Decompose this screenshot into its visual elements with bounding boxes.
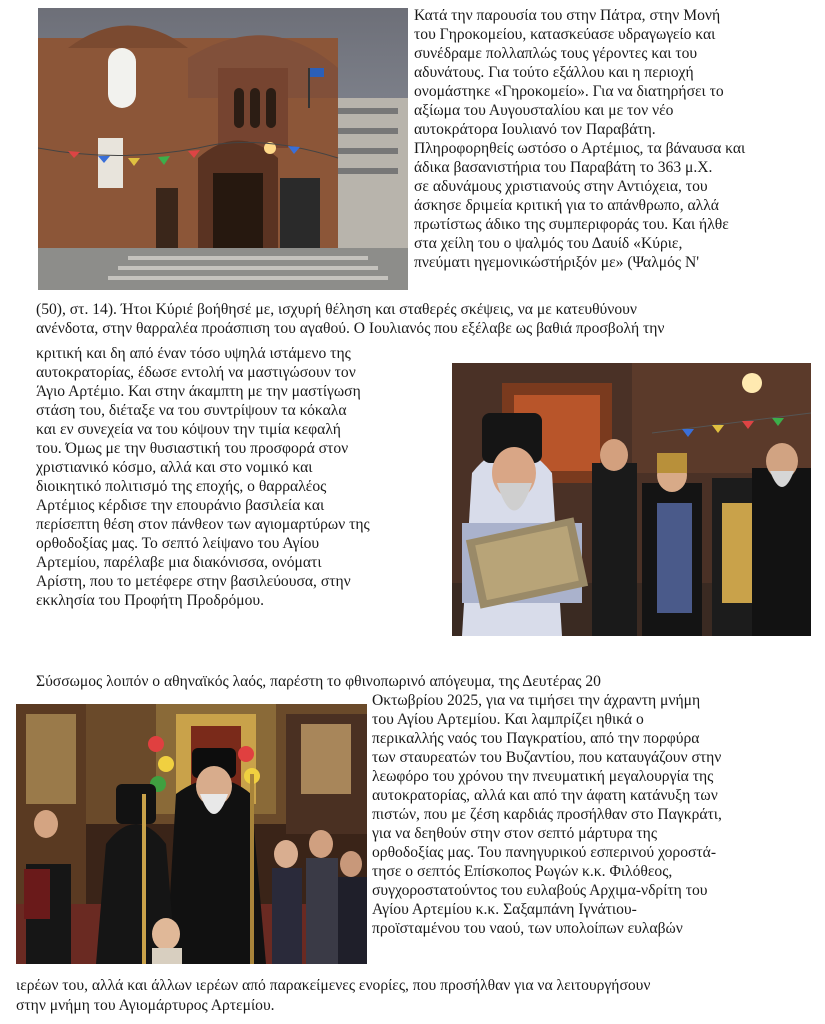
text-line: στα χείλη του ο ψαλμός του Δαυίδ «Κύριε, bbox=[414, 235, 683, 252]
text-line: κριτική και δη από έναν τόσο υψηλά ιστάμενο της bbox=[36, 345, 351, 362]
text-line: προϊσταμένου του ναού, των υπολοίπων ευλαβών bbox=[372, 920, 683, 937]
text-line: Πληροφορηθείς ωστόσο ο Αρτέμιος, τα βάναυσα και bbox=[414, 140, 746, 157]
text-line: Αρίστη, που το μετέφερε στην βασιλεύουσα, στην bbox=[36, 573, 351, 590]
text-line: σε αδυνάμους χριστιανούς στην Αντιόχεια, του bbox=[414, 178, 708, 195]
text-line: Σύσσωμος λοιπόν ο αθηναϊκός λαός, παρέστη το φθινοπωρινό απόγευμα, της Δευτέρας 20 bbox=[36, 673, 601, 690]
photo-church-exterior bbox=[38, 8, 408, 290]
text-line: για να δεηθούν στην στον σεπτό μάρτυρα της bbox=[372, 825, 657, 842]
text-line: περικαλλής ναός του Παγκρατίου, από την πορφύρα bbox=[372, 730, 700, 747]
text-line: των σταυρεατών του Βυζαντίου, που καταυγάζουν στην bbox=[372, 749, 722, 766]
text-line: πνεύματι ηγεμονικώστήριξόν με» (Ψαλμός Ν' bbox=[414, 254, 700, 271]
text-line: αξίωμα του Αυγουσταλίου και με τον νέο bbox=[414, 102, 674, 119]
text-line: άδικα βασανιστήρια του Παραβάτη το 363 μ.Χ. bbox=[414, 159, 713, 176]
text-line: Αγίου Αρτεμίου κ.κ. Σαξαμπάνη Ιγνάτιου- bbox=[372, 901, 637, 918]
text-line: πιστών, που με ζέση καρδιάς προσήλθαν στο Παγκράτι, bbox=[372, 806, 722, 823]
text-line: εκκλησία του Προφήτη Προδρόμου. bbox=[36, 592, 265, 609]
text-line: του Αγίου Αρτεμίου. Και λαμπρίζει ηθικά ο bbox=[372, 711, 644, 728]
text-line: του. Όμως με την θυσιαστική του προσφορά στον bbox=[36, 440, 349, 457]
text-line: αυτοκράτορα Ιουλιανό τον Παραβάτη. bbox=[414, 121, 656, 138]
photo-clergy-procession bbox=[452, 363, 811, 636]
text-line: (50), στ. 14). Ήτοι Κύριέ βοήθησέ με, ισχυρή θέληση και σταθερές σκέψεις, να με κατευθύνουν bbox=[36, 301, 637, 318]
text-line: αυτοκρατορίας, αλλά και από την άφατη κατάνυξη των bbox=[372, 787, 718, 804]
photo-bishop-vespers bbox=[16, 704, 367, 964]
text-line: Αρτεμίου, παρέλαβε μια διακόνισσα, ονόματι bbox=[36, 554, 322, 571]
text-line: αυτοκρατορίας, έδωσε εντολή να μαστιγώσουν τον bbox=[36, 364, 356, 381]
text-line: λεωφόρο του χρόνου την πνευματική μεγαλουργία της bbox=[372, 768, 714, 785]
text-line: ορθοδοξίας μας. Το σεπτό λείψανο του Αγίου bbox=[36, 535, 320, 552]
text-line: του Γηροκομείου, κατασκεύασε υδραγωγείο και bbox=[414, 26, 716, 43]
text-line: περίσεπτη θέση στον πάνθεον των αγιομαρτύρων της bbox=[36, 516, 370, 533]
text-line: τησε ο σεπτός Επίσκοπος Ρωγών κ.κ. Φιλόθεος, bbox=[372, 863, 673, 880]
text-line: Κατά την παρουσία του στην Πάτρα, στην Μονή bbox=[414, 7, 721, 24]
text-line: ονομάστηκε «Γηροκομείο». Για να διατηρήσει το bbox=[414, 83, 724, 100]
text-line: στην μνήμη του Αγιομάρτυρος Αρτεμίου. bbox=[16, 997, 275, 1014]
text-line: χριστιανικό κόσμο, αλλά και στο νομικό και bbox=[36, 459, 313, 476]
text-line: πρωτίστως άδικο της συμπεριφοράς του. Και ήλθε bbox=[414, 216, 729, 233]
text-line: Οκτωβρίου 2025, για να τιμήσει την άχραντη μνήμη bbox=[372, 692, 701, 709]
text-line: ορθοδοξίας μας. Του πανηγυρικού εσπερινού χοροστά- bbox=[372, 844, 717, 861]
text-line: άσκησε δριμεία κριτική για το απάνθρωπο, αλλά bbox=[414, 197, 719, 214]
text-line: αδυνάτους. Για τούτο εξάλλου και η περιοχή bbox=[414, 64, 694, 81]
text-line: συνέδραμε πολλαπλώς τους γέροντες και του bbox=[414, 45, 698, 62]
text-line: Αρτέμιος κέρδισε την επουράνιο βασιλεία και bbox=[36, 497, 325, 514]
text-line: ιερέων του, αλλά και άλλων ιερέων από παρακείμενες ενορίες, που προσήλθαν για να λειτουργήσουν bbox=[16, 977, 651, 994]
text-line: ανένδοτα, στην θαρραλέα προάσπιση του αγαθού. Ο Ιουλιανός που εξέλαβε ως βαθιά προσβολή την bbox=[36, 320, 665, 337]
text-line: και εν συνεχεία να του κόψουν την τιμία κεφαλή bbox=[36, 421, 341, 438]
text-line: στάση του, διέταξε να του συντρίψουν τα κόκαλα bbox=[36, 402, 347, 419]
text-line: διοικητικό πολιτισμό της εποχής, ο θαρραλέος bbox=[36, 478, 327, 495]
text-line: συγχοροστατούντος του ευλαβούς Αρχιμα-νδρίτη του bbox=[372, 882, 708, 899]
text-line: Άγιο Αρτέμιο. Και στην άκαμπτη με την μαστίγωση bbox=[36, 383, 361, 400]
